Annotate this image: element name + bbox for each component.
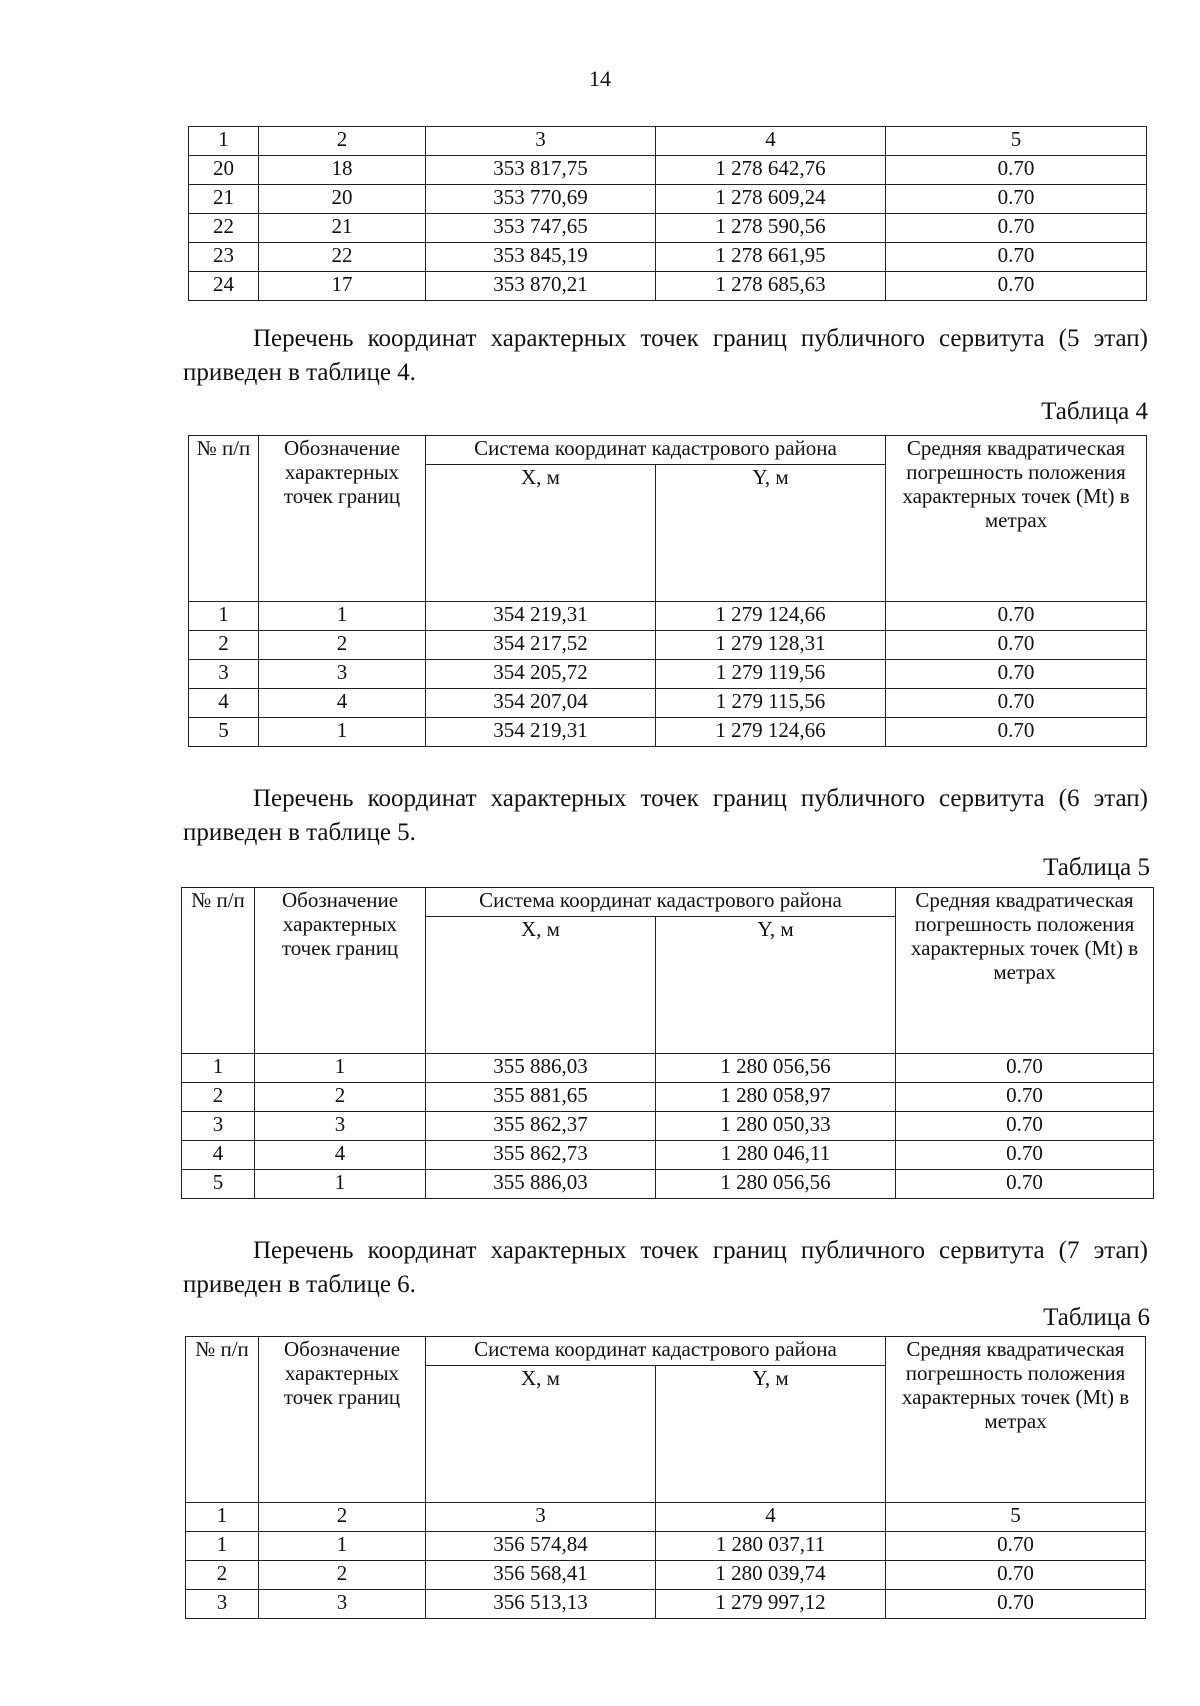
row-number: 4: [182, 1141, 255, 1170]
table-row: [189, 214, 1147, 243]
page-number: 14: [589, 66, 611, 91]
table-row: [189, 602, 1147, 631]
coordinates-table-continued: [188, 126, 1147, 301]
column-numbers-row: [186, 1503, 1146, 1532]
y-coordinate: 1 280 058,97: [656, 1083, 896, 1112]
table-row: [189, 243, 1147, 272]
table-5-caption: Таблица 5: [1043, 854, 1150, 881]
table-6-caption: Таблица 6: [1043, 1304, 1150, 1331]
mean-square-error: 0.70: [896, 1083, 1154, 1112]
coordinates-table-6: [185, 1336, 1146, 1619]
x-coordinate: 353 817,75: [426, 156, 656, 185]
row-number: 1: [189, 602, 259, 631]
row-number: 5: [182, 1170, 255, 1199]
row-number: 22: [189, 214, 259, 243]
mean-square-error: 0.70: [896, 1054, 1154, 1083]
header-x: X, м: [426, 917, 656, 1054]
x-coordinate: 355 886,03: [426, 1170, 656, 1199]
header-mean-error: Средняя квадратическая погрешность положения характерных точек (Mt) в метрах: [896, 888, 1154, 1054]
point-designation: 3: [255, 1112, 426, 1141]
table-row: [182, 1170, 1154, 1199]
table-row: [189, 631, 1147, 660]
row-number: 5: [189, 718, 259, 747]
y-coordinate: 1 279 119,56: [656, 660, 886, 689]
header-coordinate-system: Система координат кадастрового района: [426, 1337, 886, 1366]
point-designation: 1: [259, 1532, 426, 1561]
x-coordinate: 356 513,13: [426, 1590, 656, 1619]
point-designation: 1: [259, 602, 426, 631]
point-designation: 1: [259, 718, 426, 747]
point-designation: 20: [259, 185, 426, 214]
row-number: 21: [189, 185, 259, 214]
header-num: № п/п: [189, 436, 259, 602]
column-number: 2: [259, 127, 426, 156]
row-number: 3: [186, 1590, 259, 1619]
x-coordinate: 355 862,73: [426, 1141, 656, 1170]
table-row: [182, 1112, 1154, 1141]
table-row: [182, 1083, 1154, 1112]
y-coordinate: 1 279 997,12: [656, 1590, 886, 1619]
x-coordinate: 355 886,03: [426, 1054, 656, 1083]
table-row: [189, 272, 1147, 301]
mean-square-error: 0.70: [896, 1170, 1154, 1199]
x-coordinate: 355 862,37: [426, 1112, 656, 1141]
mean-square-error: 0.70: [886, 1532, 1146, 1561]
y-coordinate: 1 279 128,31: [656, 631, 886, 660]
header-designation: Обозначение характерных точек границ: [255, 888, 426, 1054]
header-y: Y, м: [656, 1366, 886, 1503]
point-designation: 22: [259, 243, 426, 272]
row-number: 4: [189, 689, 259, 718]
row-number: 2: [189, 631, 259, 660]
x-coordinate: 355 881,65: [426, 1083, 656, 1112]
header-x: X, м: [426, 465, 656, 602]
header-mean-error: Средняя квадратическая погрешность положения характерных точек (Mt) в метрах: [886, 436, 1147, 602]
y-coordinate: 1 278 590,56: [656, 214, 886, 243]
header-num: № п/п: [182, 888, 255, 1054]
y-coordinate: 1 280 039,74: [656, 1561, 886, 1590]
point-designation: 2: [255, 1083, 426, 1112]
mean-square-error: 0.70: [886, 718, 1147, 747]
y-coordinate: 1 280 056,56: [656, 1170, 896, 1199]
x-coordinate: 353 845,19: [426, 243, 656, 272]
y-coordinate: 1 280 056,56: [656, 1054, 896, 1083]
table-4-caption: Таблица 4: [1041, 398, 1148, 425]
row-number: 1: [182, 1054, 255, 1083]
header-coordinate-system: Система координат кадастрового района: [426, 888, 896, 917]
table-row: [189, 156, 1147, 185]
table-row: [189, 660, 1147, 689]
table-row: [189, 718, 1147, 747]
column-number: 2: [259, 1503, 426, 1532]
x-coordinate: 353 870,21: [426, 272, 656, 301]
column-number: 5: [886, 1503, 1146, 1532]
y-coordinate: 1 280 050,33: [656, 1112, 896, 1141]
column-number: 3: [426, 127, 656, 156]
header-designation: Обозначение характерных точек границ: [259, 436, 426, 602]
column-number: 1: [186, 1503, 259, 1532]
mean-square-error: 0.70: [886, 602, 1147, 631]
point-designation: 4: [259, 689, 426, 718]
header-row: [182, 888, 1154, 917]
x-coordinate: 354 207,04: [426, 689, 656, 718]
y-coordinate: 1 280 037,11: [656, 1532, 886, 1561]
x-coordinate: 354 205,72: [426, 660, 656, 689]
mean-square-error: 0.70: [896, 1141, 1154, 1170]
x-coordinate: 353 770,69: [426, 185, 656, 214]
y-coordinate: 1 279 115,56: [656, 689, 886, 718]
table-row: [186, 1561, 1146, 1590]
column-number: 3: [426, 1503, 656, 1532]
point-designation: 2: [259, 631, 426, 660]
column-number: 4: [656, 1503, 886, 1532]
y-coordinate: 1 279 124,66: [656, 718, 886, 747]
mean-square-error: 0.70: [886, 631, 1147, 660]
header-num: № п/п: [186, 1337, 259, 1503]
header-x: X, м: [426, 1366, 656, 1503]
coordinates-table-4: [188, 435, 1147, 747]
header-y: Y, м: [656, 465, 886, 602]
column-numbers-row: [189, 127, 1147, 156]
mean-square-error: 0.70: [886, 1561, 1146, 1590]
header-y: Y, м: [656, 917, 896, 1054]
point-designation: 3: [259, 1590, 426, 1619]
point-designation: 4: [255, 1141, 426, 1170]
x-coordinate: 354 219,31: [426, 602, 656, 631]
row-number: 20: [189, 156, 259, 185]
header-row: [186, 1337, 1146, 1366]
x-coordinate: 353 747,65: [426, 214, 656, 243]
paragraph-table-6-intro: Перечень координат характерных точек границ публичного сервитута (7 этап) приведен в таблице 6.: [183, 1237, 1148, 1298]
y-coordinate: 1 278 642,76: [656, 156, 886, 185]
point-designation: 2: [259, 1561, 426, 1590]
row-number: 2: [182, 1083, 255, 1112]
row-number: 23: [189, 243, 259, 272]
paragraph-table-5-intro: Перечень координат характерных точек границ публичного сервитута (6 этап) приведен в таблице 5.: [183, 785, 1148, 846]
x-coordinate: 354 219,31: [426, 718, 656, 747]
table-row: [189, 689, 1147, 718]
mean-square-error: 0.70: [886, 1590, 1146, 1619]
mean-square-error: 0.70: [886, 185, 1147, 214]
y-coordinate: 1 280 046,11: [656, 1141, 896, 1170]
header-designation: Обозначение характерных точек границ: [259, 1337, 426, 1503]
mean-square-error: 0.70: [896, 1112, 1154, 1141]
mean-square-error: 0.70: [886, 272, 1147, 301]
mean-square-error: 0.70: [886, 156, 1147, 185]
table-row: [182, 1141, 1154, 1170]
x-coordinate: 356 568,41: [426, 1561, 656, 1590]
table-row: [182, 1054, 1154, 1083]
point-designation: 21: [259, 214, 426, 243]
y-coordinate: 1 279 124,66: [656, 602, 886, 631]
point-designation: 3: [259, 660, 426, 689]
header-row: [189, 436, 1147, 465]
mean-square-error: 0.70: [886, 214, 1147, 243]
point-designation: 1: [255, 1054, 426, 1083]
point-designation: 1: [255, 1170, 426, 1199]
row-number: 3: [189, 660, 259, 689]
coordinates-table-5: [181, 887, 1154, 1199]
header-mean-error: Средняя квадратическая погрешность положения характерных точек (Mt) в метрах: [886, 1337, 1146, 1503]
mean-square-error: 0.70: [886, 660, 1147, 689]
paragraph-table-4-intro: Перечень координат характерных точек границ публичного сервитута (5 этап) приведен в таблице 4.: [183, 325, 1148, 386]
point-designation: 18: [259, 156, 426, 185]
table-row: [186, 1532, 1146, 1561]
point-designation: 17: [259, 272, 426, 301]
y-coordinate: 1 278 609,24: [656, 185, 886, 214]
x-coordinate: 354 217,52: [426, 631, 656, 660]
row-number: 3: [182, 1112, 255, 1141]
column-number: 4: [656, 127, 886, 156]
table-row: [189, 185, 1147, 214]
column-number: 1: [189, 127, 259, 156]
x-coordinate: 356 574,84: [426, 1532, 656, 1561]
mean-square-error: 0.70: [886, 243, 1147, 272]
y-coordinate: 1 278 685,63: [656, 272, 886, 301]
column-number: 5: [886, 127, 1147, 156]
header-coordinate-system: Система координат кадастрового района: [426, 436, 886, 465]
row-number: 24: [189, 272, 259, 301]
row-number: 1: [186, 1532, 259, 1561]
y-coordinate: 1 278 661,95: [656, 243, 886, 272]
table-row: [186, 1590, 1146, 1619]
mean-square-error: 0.70: [886, 689, 1147, 718]
row-number: 2: [186, 1561, 259, 1590]
